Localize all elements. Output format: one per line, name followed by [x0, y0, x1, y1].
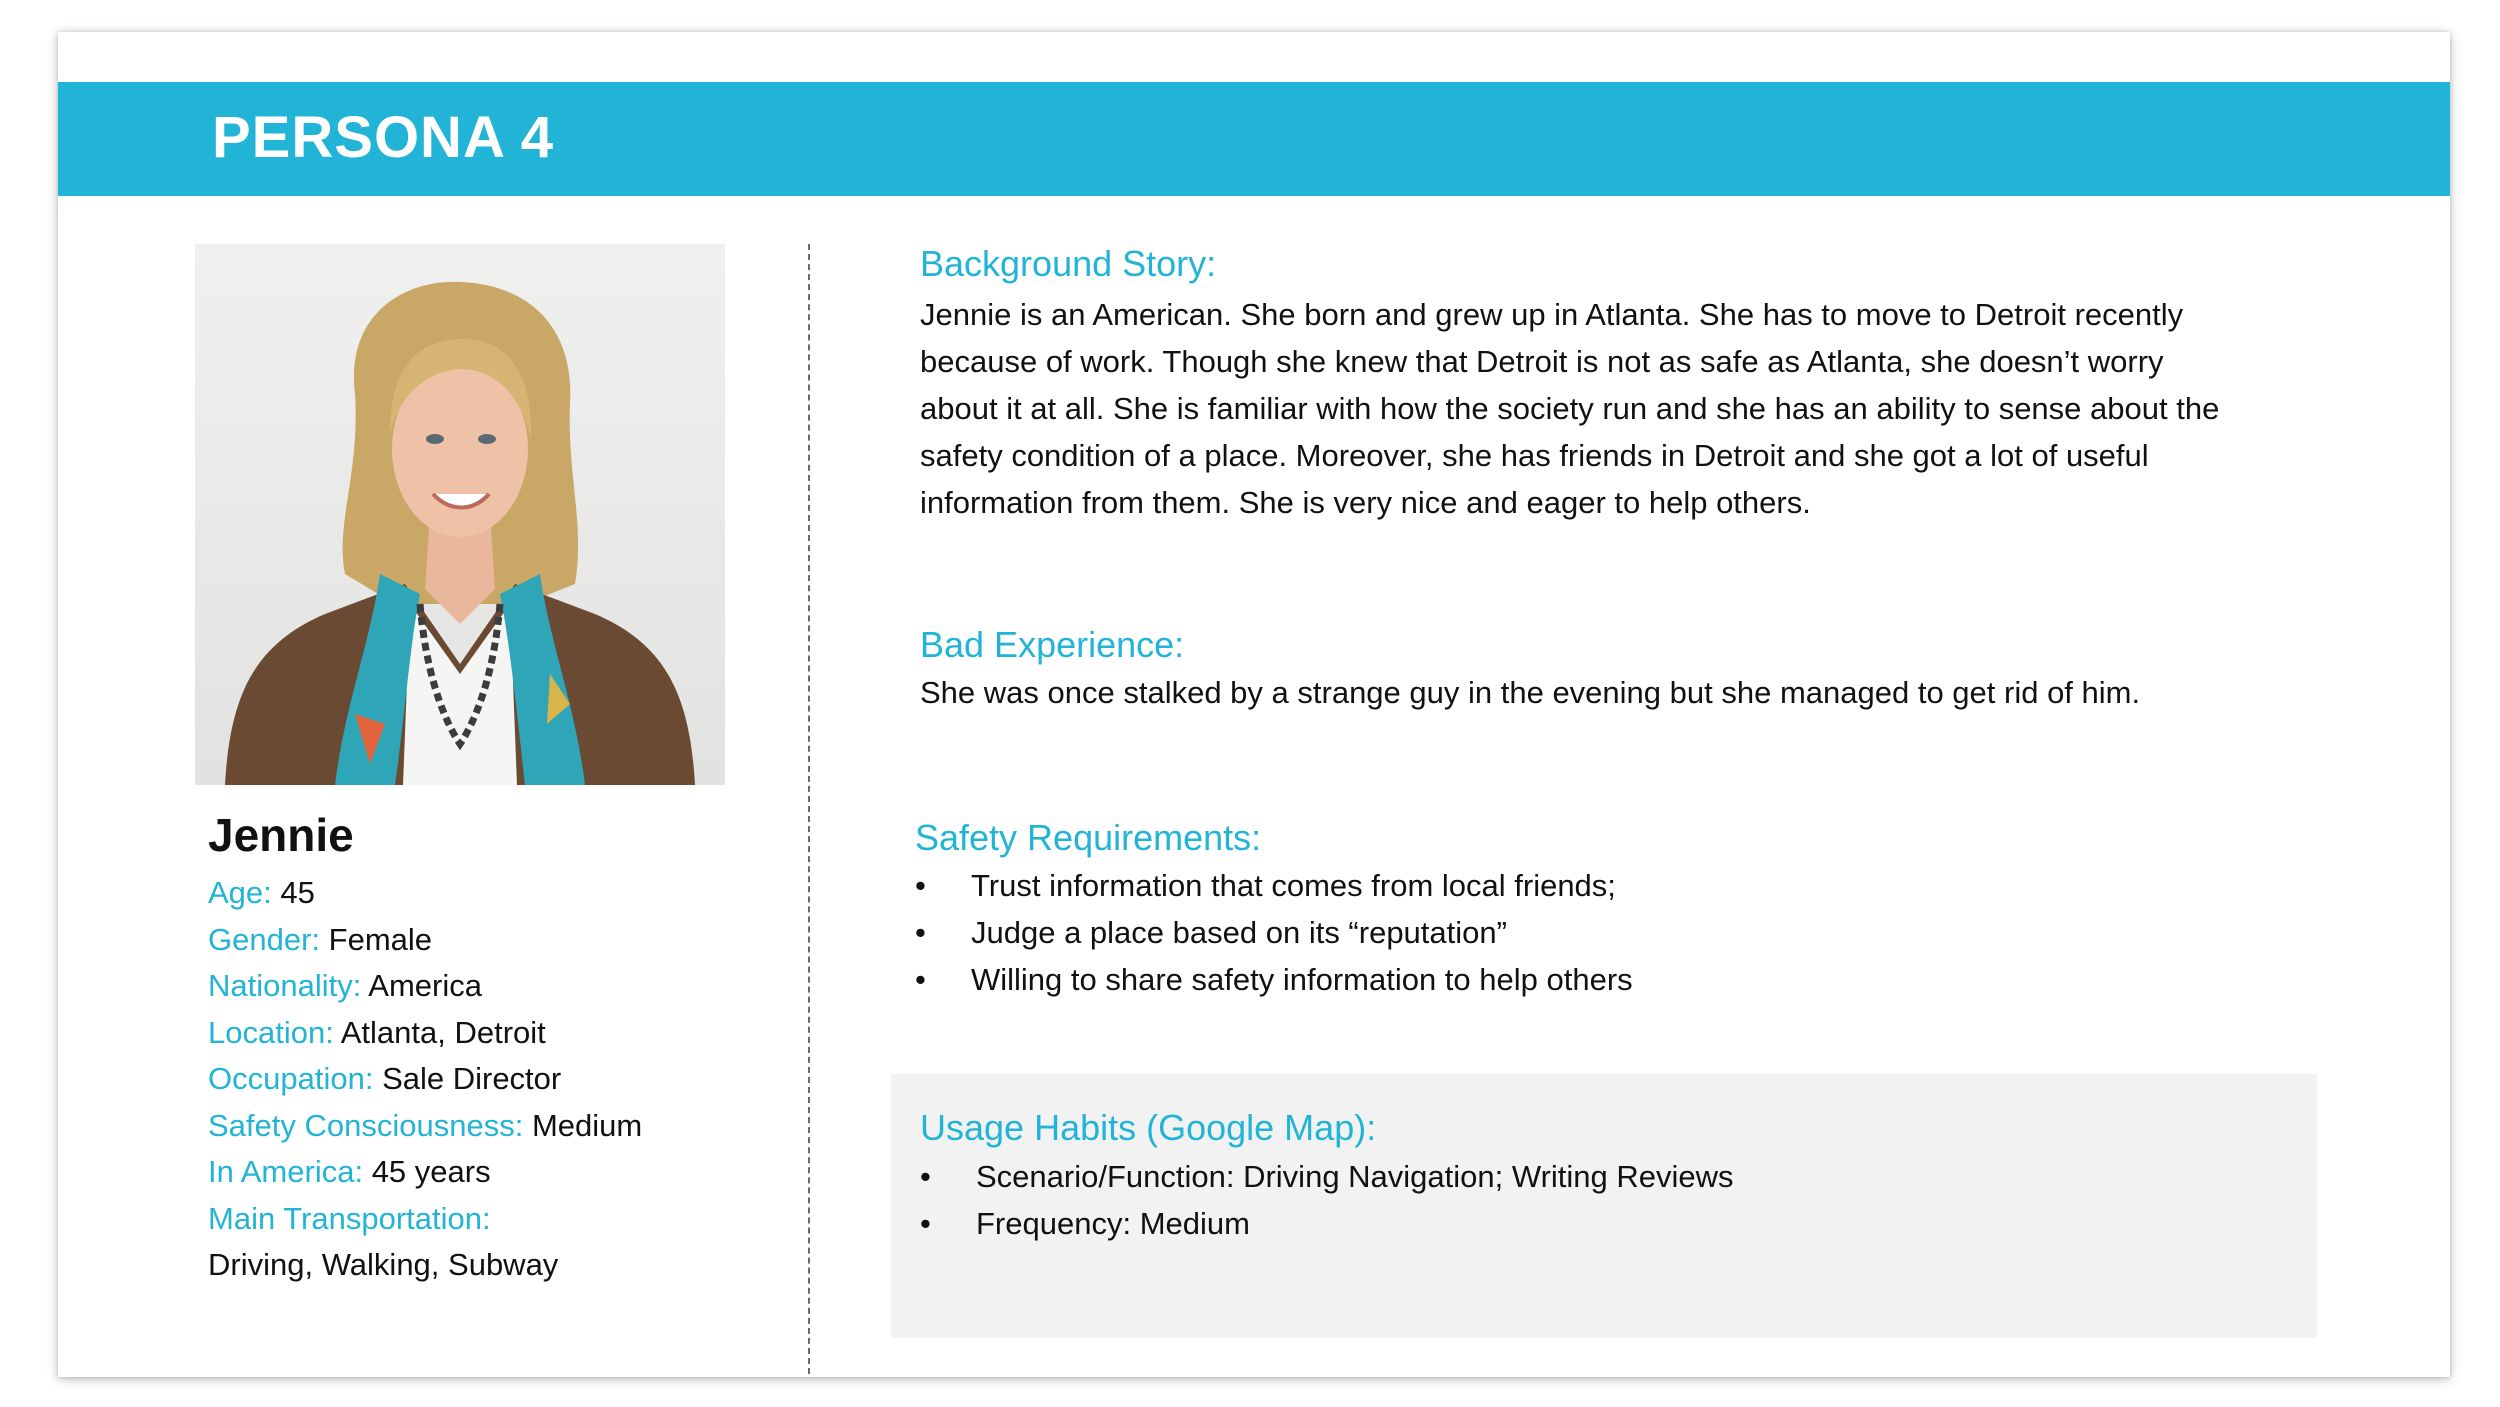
persona-banner: [58, 82, 2450, 196]
background-line: because of work. Though she knew that Detroit is not as safe as Atlanta, she doesn’t worry: [920, 344, 2164, 379]
attr-occupation: [208, 1056, 798, 1103]
list-item: • Trust information that comes from local friends;: [915, 862, 1633, 909]
attr-label: Gender:: [208, 921, 321, 957]
background-story: [920, 291, 2219, 526]
column-divider: [808, 244, 810, 1374]
attr-transportation-value: Driving, Walking, Subway: [208, 1247, 559, 1282]
attr-in-america: [208, 1149, 798, 1196]
persona-card: [58, 32, 2450, 1377]
persona-photo: [195, 244, 725, 785]
persona-attributes: [208, 870, 798, 1289]
bad-experience-title: Bad Experience:: [920, 624, 1185, 665]
attr-gender: [208, 917, 798, 964]
portrait-illustration: [195, 244, 725, 785]
usage-list: [920, 1153, 1734, 1247]
attr-label: Nationality:: [208, 968, 362, 1003]
background-title: Background Story:: [920, 243, 1217, 284]
list-item: • Scenario/Function: Driving Navigation; Writing Reviews: [920, 1153, 1734, 1200]
attr-nationality: [208, 963, 798, 1010]
attr-main-transportation: [208, 1196, 798, 1243]
attr-label: Age:: [208, 875, 272, 910]
bad-experience-text: She was once stalked by a strange guy in the evening but she managed to get rid of him.: [920, 675, 2141, 710]
attr-label: In America:: [208, 1154, 364, 1189]
list-item: • Willing to share safety information to help others: [915, 956, 1633, 1003]
attr-value: 45: [280, 875, 315, 910]
attr-label: Main Transportation:: [208, 1200, 491, 1236]
attr-value: Medium: [531, 1107, 643, 1143]
attr-label: Occupation:: [208, 1061, 374, 1096]
attr-safety-consciousness: [208, 1103, 798, 1150]
attr-value: Sale Director: [382, 1061, 562, 1096]
safety-title: Safety Requirements:: [915, 817, 1262, 858]
usage-title: Usage Habits (Google Map):: [920, 1107, 1377, 1148]
background-line: Jennie is an American. She born and grew up in Atlanta. She has to move to Detroit recently: [920, 297, 2184, 332]
attr-value: America: [368, 968, 482, 1003]
background-line: safety condition of a place. Moreover, she has friends in Detroit and she got a lot of useful: [920, 438, 2149, 473]
persona-title: PERSONA 4: [212, 105, 555, 170]
attr-value: Female: [328, 921, 433, 957]
safety-list: [915, 862, 1633, 1003]
attr-age: [208, 870, 798, 917]
attr-label: Location:: [208, 1014, 334, 1050]
list-item: • Judge a place based on its “reputation”: [915, 909, 1633, 956]
background-line: about it at all. She is familiar with how the society run and she has an ability to sense about the: [920, 391, 2220, 426]
background-line: information from them. She is very nice and eager to help others.: [920, 485, 1811, 520]
attr-value: 45 years: [371, 1154, 491, 1189]
list-item: • Frequency: Medium: [920, 1200, 1734, 1247]
attr-value: Atlanta, Detroit: [340, 1014, 546, 1050]
attr-label: Safety Consciousness:: [208, 1107, 524, 1143]
attr-location: [208, 1010, 798, 1057]
persona-name: Jennie: [208, 809, 354, 861]
